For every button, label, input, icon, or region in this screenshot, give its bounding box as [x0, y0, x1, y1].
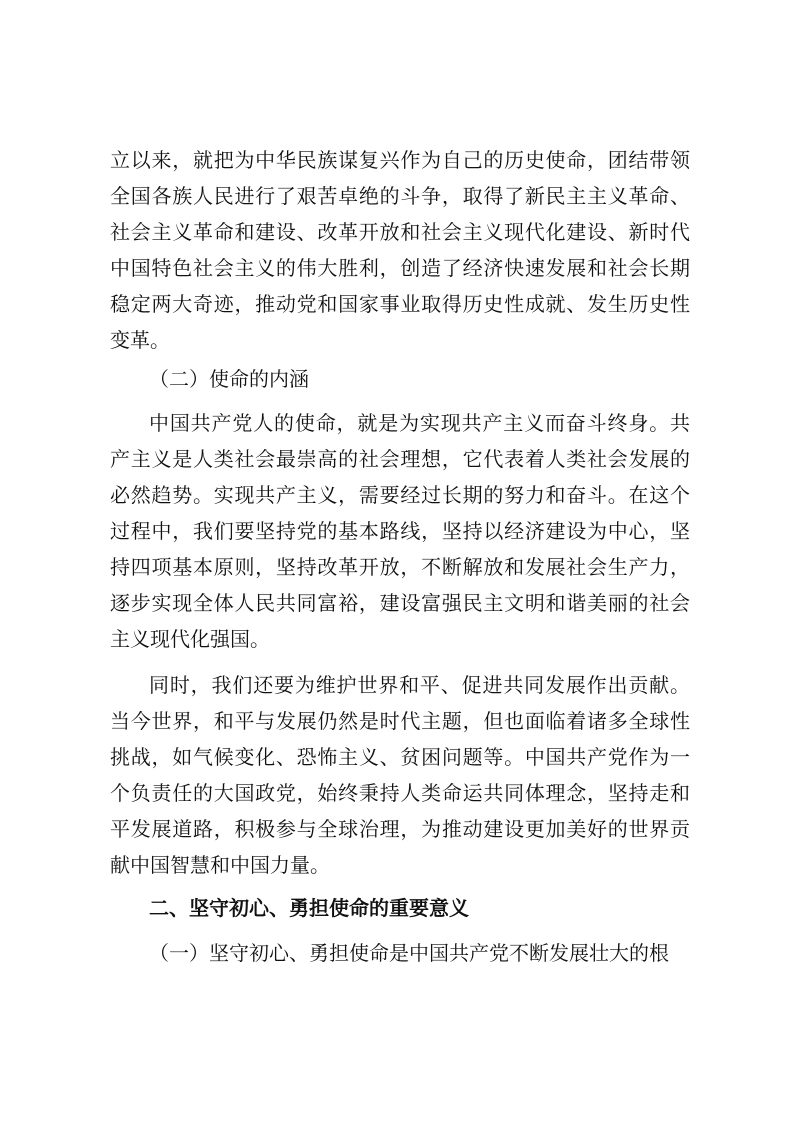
paragraph-line: 个负责任的大国政党，始终秉持人类命运共同体理念，坚持走和	[110, 781, 690, 805]
paragraph-line: 平发展道路，积极参与全球治理，为推动建设更加美好的世界贡	[110, 817, 690, 841]
paragraph-line: 主义现代化强国。	[110, 627, 270, 651]
section-heading: 二、坚守初心、勇担使命的重要意义	[149, 896, 469, 920]
paragraph-line: 立以来，就把为中华民族谋复兴作为自己的历史使命，团结带领	[110, 148, 690, 172]
paragraph-line: 持四项基本原则，坚持改革开放，不断解放和发展社会生产力，	[110, 555, 690, 579]
paragraph-line: 必然趋势。实现共产主义，需要经过长期的努力和奋斗。在这个	[110, 483, 690, 507]
paragraph-line: 献中国智慧和中国力量。	[110, 853, 330, 877]
paragraph-line: 挑战，如气候变化、恐怖主义、贫困问题等。中国共产党作为一	[110, 745, 690, 769]
paragraph-line: 产主义是人类社会最崇高的社会理想，它代表着人类社会发展的	[110, 447, 690, 471]
paragraph-line: 变革。	[110, 328, 170, 352]
paragraph-line: 中国共产党人的使命，就是为实现共产主义而奋斗终身。共	[149, 411, 690, 435]
section-subheading: （一）坚守初心、勇担使命是中国共产党不断发展壮大的根	[149, 941, 669, 965]
section-subheading: （二）使命的内涵	[149, 367, 309, 391]
paragraph-line: 中国特色社会主义的伟大胜利，创造了经济快速发展和社会长期	[110, 256, 690, 280]
paragraph-line: 稳定两大奇迹，推动党和国家事业取得历史性成就、发生历史性	[110, 292, 690, 316]
paragraph-line: 社会主义革命和建设、改革开放和社会主义现代化建设、新时代	[110, 220, 690, 244]
paragraph-line: 全国各族人民进行了艰苦卓绝的斗争，取得了新民主主义革命、	[110, 184, 690, 208]
paragraph-line: 当今世界，和平与发展仍然是时代主题，但也面临着诸多全球性	[110, 709, 690, 733]
paragraph-line: 过程中，我们要坚持党的基本路线，坚持以经济建设为中心，坚	[110, 519, 690, 543]
paragraph-line: 同时，我们还要为维护世界和平、促进共同发展作出贡献。	[149, 673, 690, 697]
paragraph-line: 逐步实现全体人民共同富裕，建设富强民主文明和谐美丽的社会	[110, 591, 690, 615]
